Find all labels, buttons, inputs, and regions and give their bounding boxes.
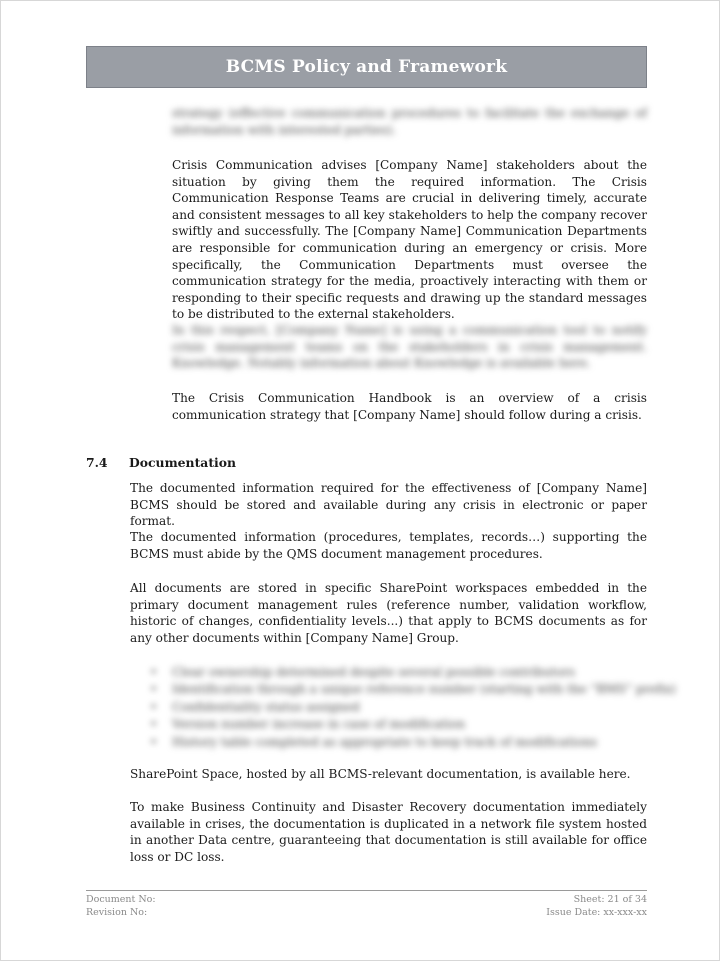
documentation-paragraph-3: All documents are stored in specific SharePoint workspaces embedded in the primary document management rules (reference number, validation workflow, historic of changes, confidentiality levels...) that apply to BCMS documents as for any other documents within [Company Name] Group. [130, 581, 647, 645]
footer-document-no: Document No: [86, 894, 156, 905]
disaster-recovery-paragraph: To make Business Continuity and Disaster Recovery documentation immediately available in crises, the documentation is duplicated in a network file system hosted in another Data centre, guaranteeing that documentation is still available for office loss or DC loss. [130, 800, 647, 864]
page-title: BCMS Policy and Framework [225, 57, 508, 77]
blurred-bullet-list [150, 664, 676, 751]
page-title-bar [86, 46, 647, 88]
handbook-paragraph: The Crisis Communication Handbook is an overview of a crisis communication strategy that [Company Name] should follow during a crisis. [172, 391, 647, 422]
list-item: • Version number increase in case of modification [150, 716, 650, 733]
section-title: Documentation [129, 455, 237, 470]
sharepoint-paragraph: SharePoint Space, hosted by all BCMS-relevant documentation, is available here. [130, 767, 631, 781]
section-heading [86, 455, 236, 470]
documentation-paragraph-2: The documented information (procedures, templates, records…) supporting the BCMS must abide by the QMS document management procedures. [130, 530, 647, 561]
documentation-paragraph-1: The documented information required for the effectiveness of [Company Name] BCMS should be stored and available during any crisis in electronic or paper format. [130, 481, 647, 529]
section-number: 7.4 [86, 455, 108, 470]
footer-revision-no: Revision No: [86, 907, 148, 918]
list-item: • Clear ownership determined despite several possible contributors [150, 664, 650, 681]
footer-divider [86, 890, 647, 891]
blurred-middle-paragraph: In this respect, [Company Name] is using a communication tool to notify crisis management teams on the stakeholders in crisis management. Knowledge. Notably information about Knowledge is available here. [172, 323, 647, 371]
footer-sheet: Sheet: 21 of 34 [573, 894, 647, 905]
list-item: • Confidentiality status assigned [150, 699, 650, 716]
crisis-communication-paragraph: Crisis Communication advises [Company Name] stakeholders about the situation by giving them the required information. The Crisis Communication Response Teams are crucial in delivering timely, accurate and consistent messages to all key stakeholders to help the company recover swiftly and successfully. The [Company Name] Communication Departments are responsible for communication during an emergency or crisis. More specifically, the Communication Departments must oversee the communication strategy for the media, proactively interacting with them or responding to their specific requests and drawing up the standard messages to be distributed to the external stakeholders. [172, 158, 647, 322]
blurred-intro-paragraph: strategy (effective communication procedures to facilitate the exchange of information with interested parties). [172, 106, 647, 137]
footer-issue-date: Issue Date: xx-xxx-xx [546, 907, 647, 918]
list-item: • History table completed as appropriate to keep track of modifications [150, 734, 650, 751]
list-item: • Identification through a unique reference number (starting with the “BMS” prefix) [150, 681, 650, 698]
